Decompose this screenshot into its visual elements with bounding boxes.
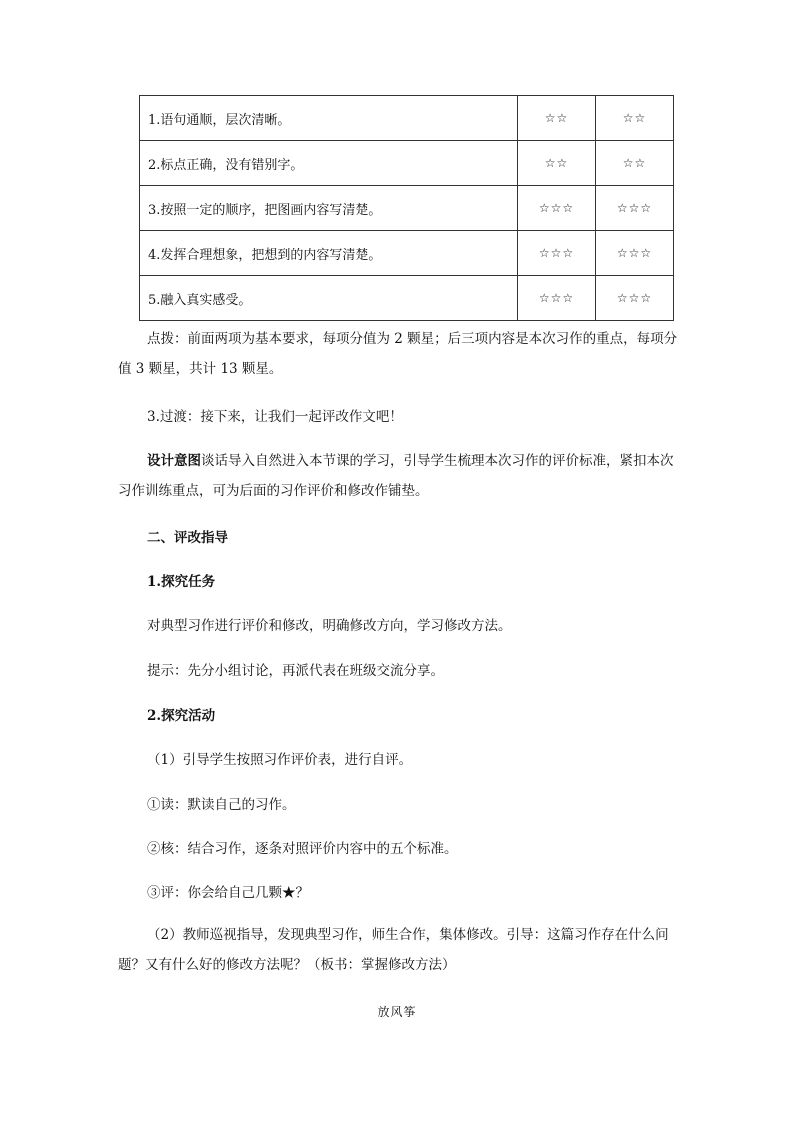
task-heading: 1.探究任务 bbox=[147, 574, 216, 590]
star-rating-cell: ☆☆ bbox=[518, 96, 596, 141]
criterion-cell: 2.标点正确，没有错别字。 bbox=[140, 141, 518, 186]
activity-item-2: （2）教师巡视指导，发现典型习作，师生合作，集体修改。引导：这篇习作存在什么问题？又有什么好的修改方法呢？（板书：掌握修改方法） bbox=[118, 927, 669, 973]
criterion-cell: 5.融入真实感受。 bbox=[140, 276, 518, 321]
criterion-cell: 1.语句通顺，层次清晰。 bbox=[140, 96, 518, 141]
section-heading: 二、评改指导 bbox=[147, 530, 228, 546]
evaluation-table bbox=[139, 95, 674, 321]
star-rating-cell: ☆☆☆ bbox=[518, 231, 596, 276]
star-rating-cell: ☆☆ bbox=[596, 96, 674, 141]
design-intent-label: 设计意图 bbox=[147, 453, 201, 469]
star-rating-cell: ☆☆☆ bbox=[518, 186, 596, 231]
step-read: ①读：默读自己的习作。 bbox=[147, 797, 296, 813]
star-rating-cell: ☆☆ bbox=[596, 141, 674, 186]
table-row bbox=[140, 276, 674, 321]
table-row bbox=[140, 96, 674, 141]
step-rate: ③评：你会给自己几颗★？ bbox=[147, 885, 309, 901]
star-rating-cell: ☆☆ bbox=[518, 141, 596, 186]
criterion-cell: 3.按照一定的顺序，把图画内容写清楚。 bbox=[140, 186, 518, 231]
hint-text: 提示：先分小组讨论，再派代表在班级交流分享。 bbox=[147, 663, 444, 679]
criterion-cell: 4.发挥合理想象，把想到的内容写清楚。 bbox=[140, 231, 518, 276]
design-intent-paragraph bbox=[118, 446, 678, 506]
star-rating-cell: ☆☆☆ bbox=[596, 186, 674, 231]
page-footer: 放风筝 bbox=[377, 1005, 417, 1019]
activity-heading: 2.探究活动 bbox=[147, 708, 216, 724]
star-rating-cell: ☆☆☆ bbox=[596, 276, 674, 321]
tip-paragraph: 点拨：前面两项为基本要求，每项分值为 2 颗星；后三项内容是本次习作的重点，每项分值 3 颗星，共计 13 颗星。 bbox=[118, 331, 678, 377]
table-row bbox=[140, 141, 674, 186]
transition-line: 3.过渡：接下来，让我们一起评改作文吧！ bbox=[147, 409, 403, 425]
design-intent-text: 谈话导入自然进入本节课的学习，引导学生梳理本次习作的评价标准，紧扣本次习作训练重点，可为后面的习作评价和修改作铺垫。 bbox=[118, 453, 674, 499]
star-rating-cell: ☆☆☆ bbox=[518, 276, 596, 321]
task-text: 对典型习作进行评价和修改，明确修改方向，学习修改方法。 bbox=[147, 618, 512, 634]
activity-item-1: （1）引导学生按照习作评价表，进行自评。 bbox=[147, 752, 413, 768]
step-check: ②核：结合习作，逐条对照评价内容中的五个标准。 bbox=[147, 841, 458, 857]
table-row bbox=[140, 231, 674, 276]
star-rating-cell: ☆☆☆ bbox=[596, 231, 674, 276]
table-row bbox=[140, 186, 674, 231]
